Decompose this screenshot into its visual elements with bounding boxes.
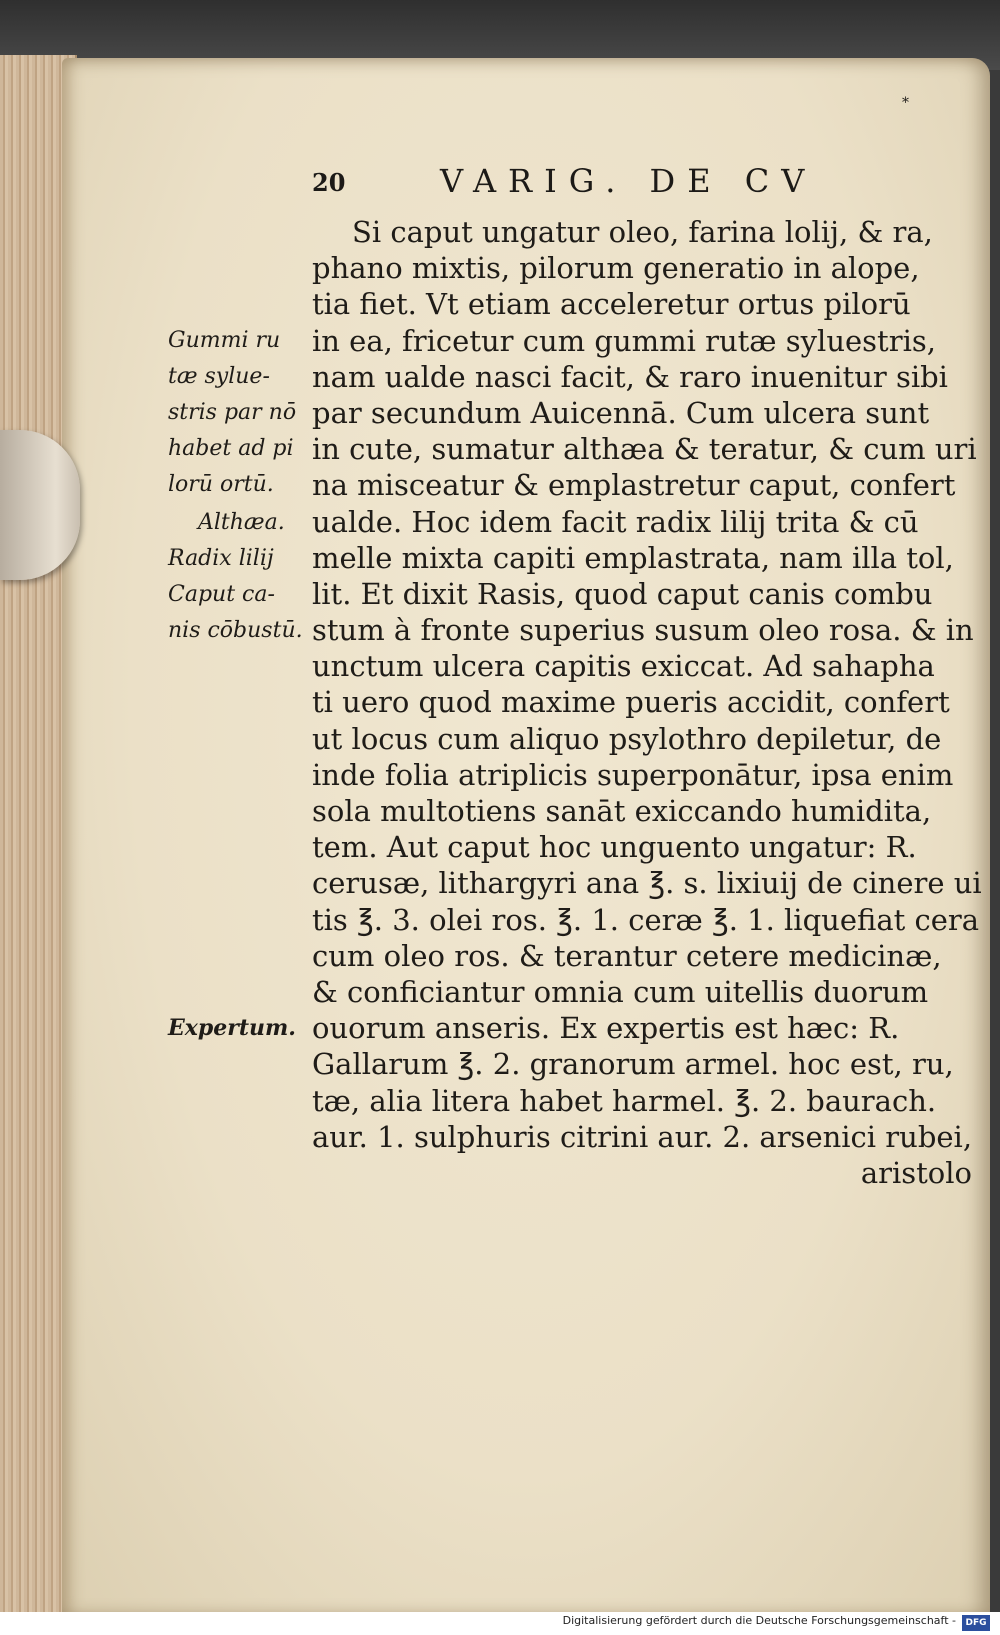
corner-mark: * xyxy=(902,95,909,111)
margin-note: Althæa. xyxy=(198,510,285,535)
text-line: in cute, sumatur althæa & teratur, & cum uri xyxy=(312,432,977,467)
text-line: tia fiet. Vt etiam acceleretur ortus pilorū xyxy=(312,287,911,322)
text-line: tis ℥. 3. olei ros. ℥. 1. ceræ ℥. 1. liquefiat cera xyxy=(312,902,980,937)
text-line: par secundum Auicennā. Cum ulcera sunt xyxy=(312,395,930,430)
text-line: ouorum anseris. Ex expertis est hæc: R. xyxy=(312,1011,900,1046)
text-line: inde folia atriplicis superponātur, ipsa enim xyxy=(312,757,954,792)
margin-note: lorū ortū. xyxy=(168,472,274,497)
text-line: & conficiantur omnia cum uitellis duorum xyxy=(312,974,929,1009)
margin-note: stris par nō xyxy=(168,400,297,425)
text-line: phano mixtis, pilorum generatio in alope, xyxy=(312,251,920,286)
margin-note: Caput ca- xyxy=(168,582,275,607)
running-head: VARIG. DE CV xyxy=(440,162,817,200)
text-line: in ea, fricetur cum gummi rutæ syluestris, xyxy=(312,323,936,358)
text-line: na misceatur & emplastretur caput, confert xyxy=(312,468,956,503)
text-line: melle mixta capiti emplastrata, nam illa tol, xyxy=(312,540,954,575)
margin-note: Radix lilij xyxy=(168,546,274,571)
body-text xyxy=(312,214,982,1191)
text-line: ualde. Hoc idem facit radix lilij trita & cū xyxy=(312,504,919,539)
text-line: Gallarum ℥. 2. granorum armel. hoc est, ru, xyxy=(312,1047,954,1082)
dfg-logo-icon: DFG xyxy=(962,1615,990,1631)
margin-note: Gummi ru xyxy=(168,328,281,353)
margin-note: Expertum. xyxy=(168,1015,296,1041)
text-line: sola multotiens sanāt exiccando humidita, xyxy=(312,794,932,828)
text-line: aristolo xyxy=(860,1155,972,1190)
margin-note: habet ad pi xyxy=(168,436,294,461)
text-line: Si caput ungatur oleo, farina lolij, & ra, xyxy=(352,215,933,249)
text-line: cum oleo ros. & terantur cetere medicinæ, xyxy=(312,938,942,973)
footer-bar xyxy=(0,1612,1000,1635)
text-line: tæ, alia litera habet harmel. ℥. 2. baurach. xyxy=(312,1083,937,1118)
margin-note: tæ sylue- xyxy=(168,364,270,389)
text-line: nam ualde nasci facit, & raro inuenitur sibi xyxy=(312,359,948,394)
text-line: stum à fronte superius susum oleo rosa. & in xyxy=(312,613,974,648)
text-line: cerusæ, lithargyri ana ℥. s. lixiuij de cinere ui xyxy=(312,866,982,901)
page-number: 20 xyxy=(312,168,346,197)
text-line: ti uero quod maxime pueris accidit, confert xyxy=(312,685,950,720)
text-line: lit. Et dixit Rasis, quod caput canis combu xyxy=(312,576,933,611)
text-line: tem. Aut caput hoc unguento ungatur: R. xyxy=(312,830,917,865)
text-line: aur. 1. sulphuris citrini aur. 2. arsenici rubei, xyxy=(312,1119,973,1154)
text-line: unctum ulcera capitis exiccat. Ad sahapha xyxy=(312,649,935,684)
margin-note: nis cōbustū. xyxy=(168,618,303,643)
text-line: ut locus cum aliquo psylothro depiletur, de xyxy=(312,721,942,756)
footer-credit: Digitalisierung gefördert durch die Deutsche Forschungsgemeinschaft - xyxy=(562,1614,956,1627)
